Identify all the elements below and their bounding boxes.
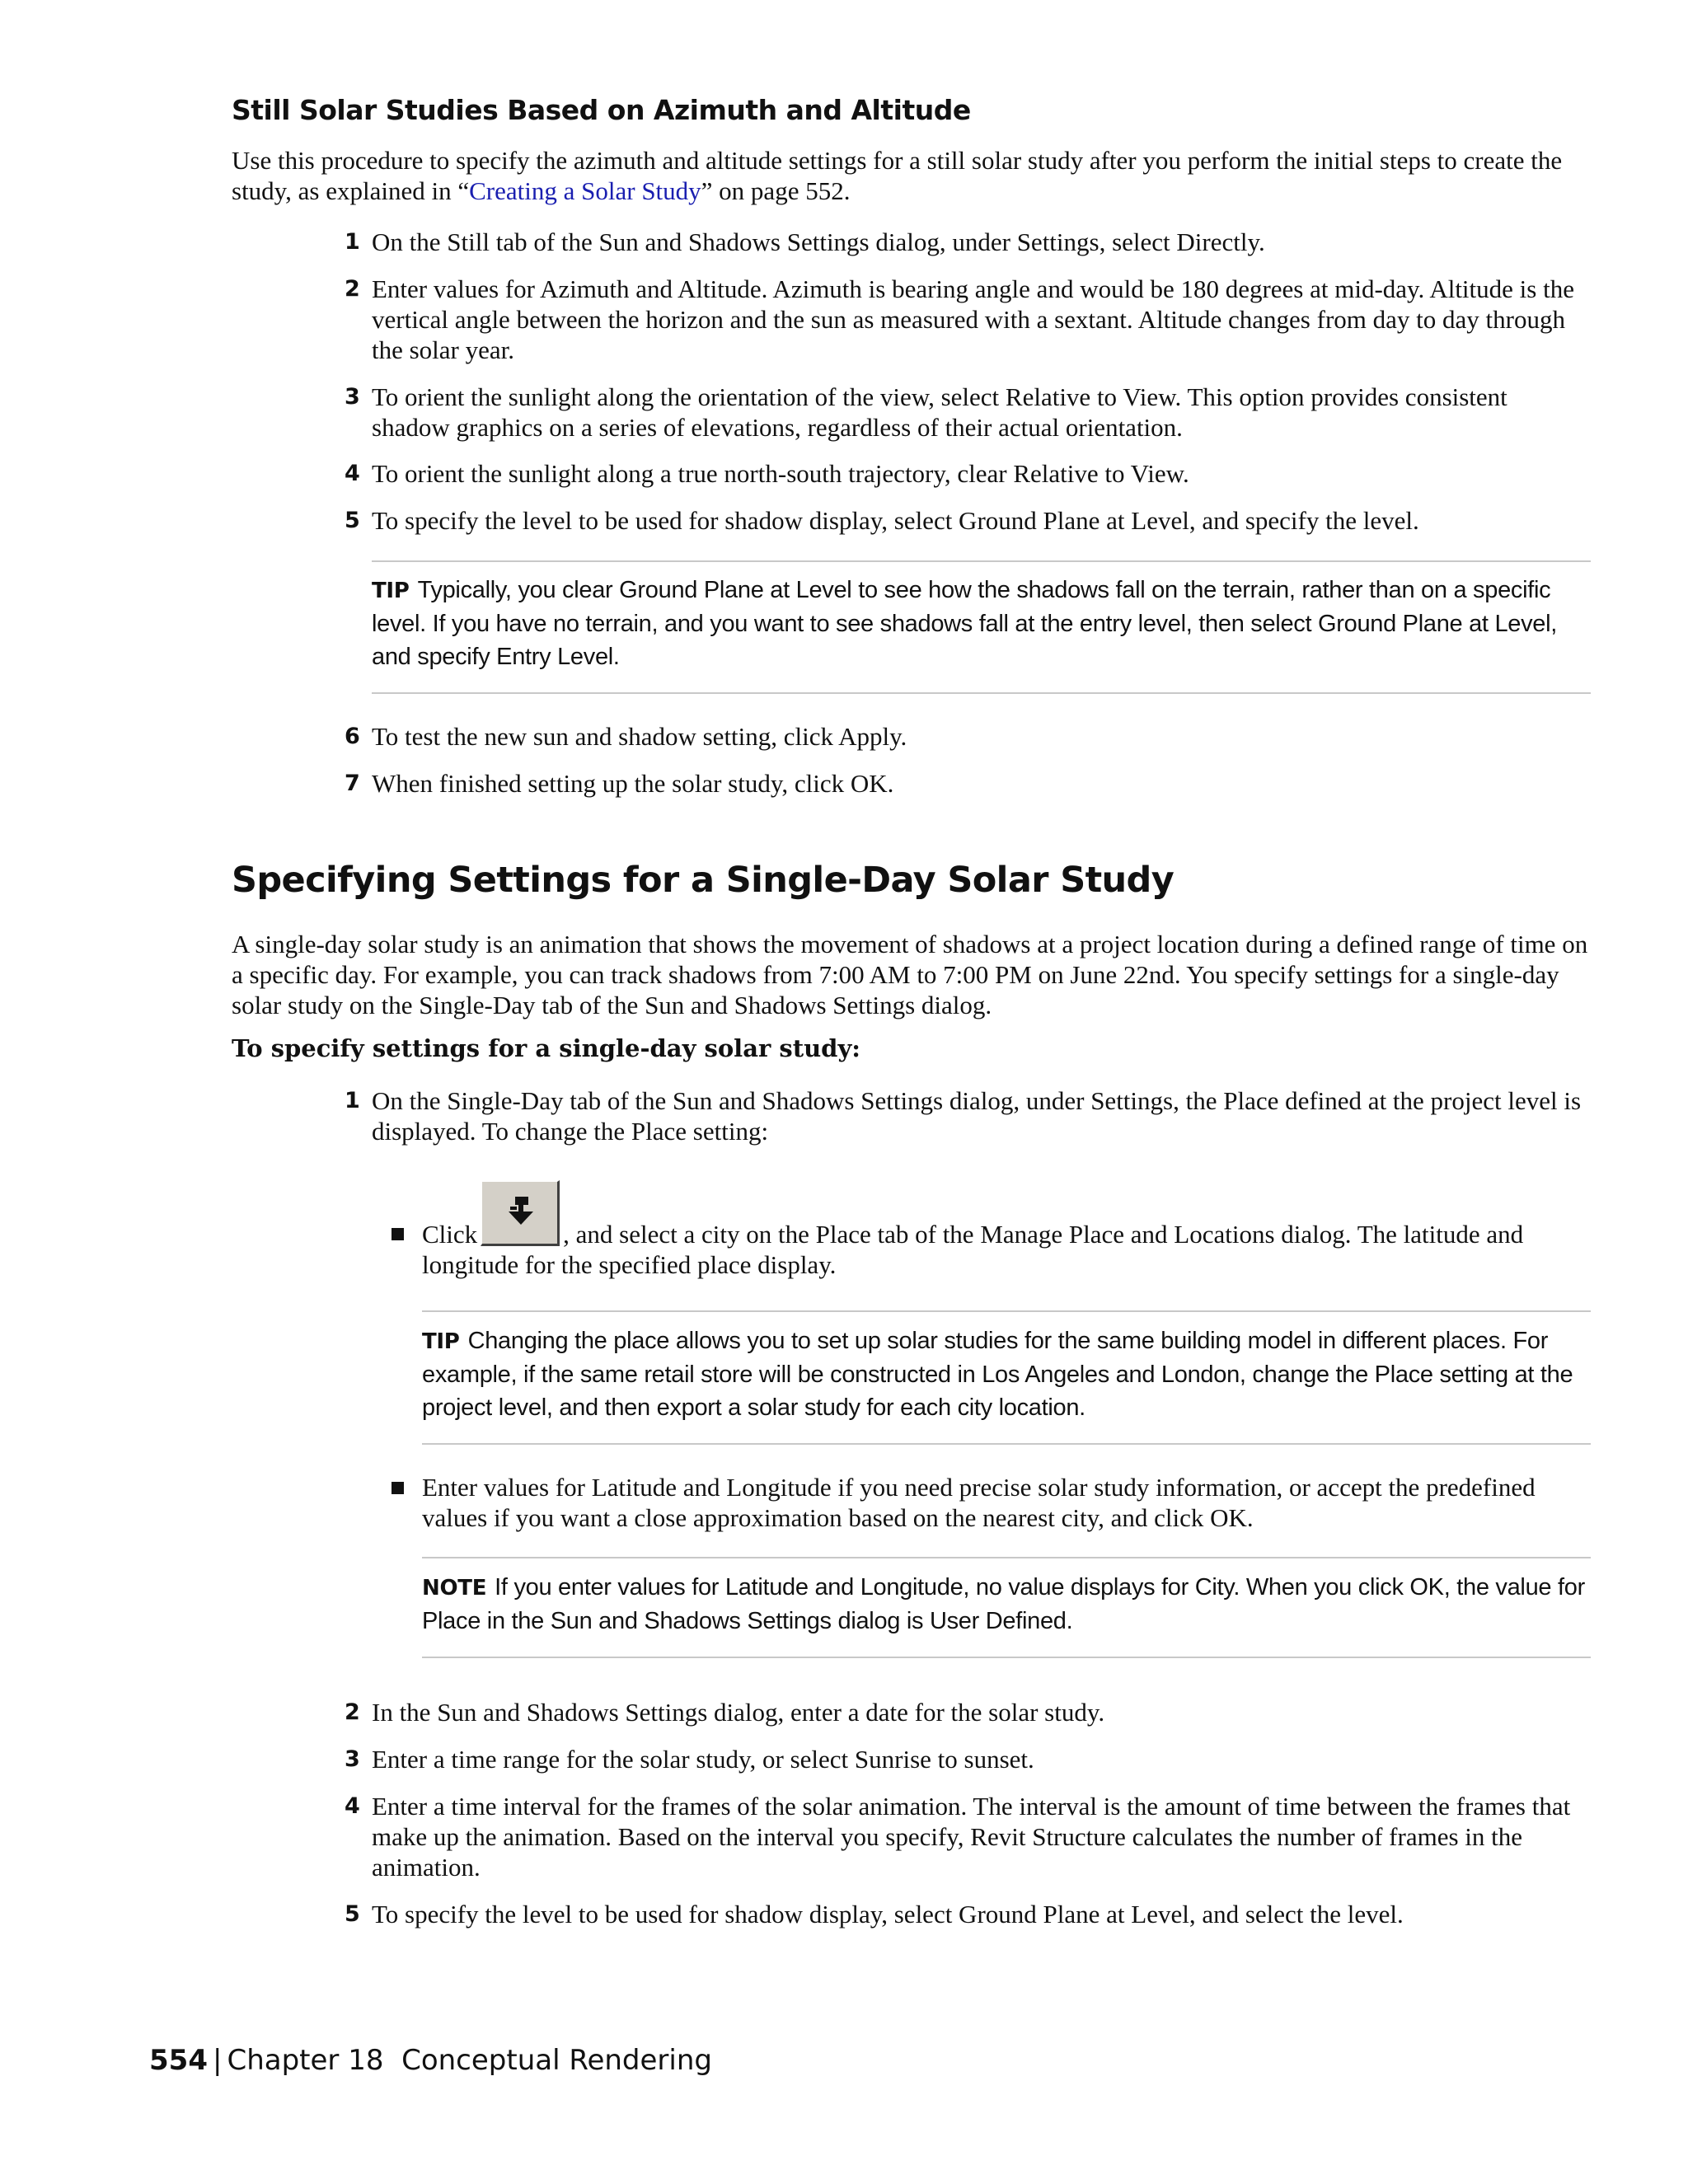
tip-box [422,1324,1591,1424]
step-text: On the Single-Day tab of the Sun and Shadows Settings dialog, under Settings, the Place defined at the project level is displayed. To change the Place setting: [372,1086,1582,1146]
step-item [345,458,1591,489]
step-text: When finished setting up the solar study, click OK. [372,769,894,798]
creating-solar-study-link[interactable]: Creating a Solar Study [469,176,701,205]
divider [422,1310,1591,1312]
tip-box [372,574,1591,673]
step-text: To specify the level to be used for shadow display, select Ground Plane at Level, and select the level. [372,1900,1404,1929]
step-number: 1 [345,229,360,255]
tip-label: TIP [372,579,410,603]
step-number: 3 [345,384,360,410]
tip-text: Typically, you clear Ground Plane at Level to see how the shadows fall on the terrain, rather than on a specific level. If you have no terrain, and you want to see shadows fall at the entry level, then select Ground Plane at Level, and specify Entry Level. [372,577,1558,670]
note-label: NOTE [422,1576,487,1601]
divider [422,1443,1591,1445]
step-number: 3 [345,1746,360,1772]
bullet-text [422,1180,1591,1280]
bullet-square [392,1482,404,1494]
single-day-heading: Specifying Settings for a Single-Day Solar Study [232,860,1175,901]
bullet-click-text: Click [422,1220,478,1249]
tip-label: TIP [422,1329,460,1354]
divider [372,560,1591,562]
intro-paragraph [232,145,1592,206]
step-text: Enter a time range for the solar study, or select Sunrise to sunset. [372,1745,1034,1774]
step-text: Enter values for Azimuth and Altitude. Azimuth is bearing angle and would be 180 degrees at mid-day. Altitude is the vertical angle between the horizon and the sun as measured with a sextant. Altitude changes from day to day through the solar year. [372,274,1574,364]
step-item [345,274,1591,365]
divider [422,1657,1591,1658]
procedure-title: To specify settings for a single-day solar study: [232,1034,861,1062]
divider [372,692,1591,694]
step-item [345,1744,1591,1774]
step-text: In the Sun and Shadows Settings dialog, enter a date for the solar study. [372,1698,1105,1727]
bullet-square [392,1228,404,1240]
step-number: 1 [345,1088,360,1113]
place-browse-button[interactable] [481,1180,560,1246]
step-item [345,382,1591,443]
step-number: 5 [345,508,360,533]
chapter-title: Conceptual Rendering [401,2044,712,2077]
single-day-intro: A single-day solar study is an animation that shows the movement of shadows at a project location during a defined range of time on a specific day. For example, you can track shadows from 7:00 AM to 7:00 PM on June 22nd. You specify settings for a single-day solar study on the Single-Day tab of the Sun and Shadows Settings dialog. [232,930,1588,1019]
step-text: To orient the sunlight along a true north-south trajectory, clear Relative to View. [372,459,1189,488]
arrow-down-icon [507,1195,535,1228]
bullet-item [392,1180,1591,1280]
step-text: Enter a time interval for the frames of the solar animation. The interval is the amount of time between the frames that make up the animation. Based on the interval you specify, Revit Structure calculates the number of frames in the animation. [372,1792,1571,1882]
footer-separator: | [212,2044,223,2077]
step-text: To orient the sunlight along the orientation of the view, select Relative to View. This option provides consistent shadow graphics on a series of elevations, regardless of their actual orientation. [372,382,1507,442]
step-item [345,768,1591,799]
step-item [345,1697,1591,1727]
page-number: 554 [149,2044,208,2077]
step-item [345,721,1591,752]
divider [422,1557,1591,1558]
note-box [422,1571,1591,1638]
step-number: 2 [345,1699,360,1725]
step-number: 4 [345,1793,360,1819]
step-number: 7 [345,771,360,796]
step-number: 5 [345,1901,360,1927]
section-heading: Still Solar Studies Based on Azimuth and Altitude [232,94,971,126]
step-text: To specify the level to be used for shadow display, select Ground Plane at Level, and specify the level. [372,506,1419,535]
page-footer [149,2044,712,2077]
step-item [345,1085,1591,1146]
intro-text-start: Use this procedure to specify the azimuth and altitude settings for a still solar study after you perform the initial steps to create the study, as explained in “ [232,146,1563,205]
bullet-item [392,1472,1591,1533]
step-item [345,1899,1591,1929]
chapter-label: Chapter 18 [227,2044,384,2077]
bullet-click-rest: , and select a city on the Place tab of the Manage Place and Locations dialog. The latitude and longitude for the specified place display. [422,1220,1524,1279]
tip-text: Changing the place allows you to set up solar studies for the same building model in different places. For example, if the same retail store will be constructed in Los Angeles and London, change the Place setting at the project level, and then export a solar study for each city location. [422,1328,1573,1421]
note-text: If you enter values for Latitude and Longitude, no value displays for City. When you click OK, the value for Place in the Sun and Shadows Settings dialog is User Defined. [422,1574,1585,1634]
step-number: 4 [345,461,360,486]
step-text: To test the new sun and shadow setting, click Apply. [372,722,907,751]
step-text: On the Still tab of the Sun and Shadows Settings dialog, under Settings, select Directly. [372,227,1265,256]
step-number: 6 [345,724,360,749]
step-item [345,505,1591,536]
intro-text-end: ” on page 552. [701,176,851,205]
step-item [345,227,1591,257]
step-item [345,1791,1591,1882]
bullet-text: Enter values for Latitude and Longitude if you need precise solar study information, or accept the predefined values if you want a close approximation based on the nearest city, and click OK. [422,1473,1536,1532]
step-number: 2 [345,276,360,302]
